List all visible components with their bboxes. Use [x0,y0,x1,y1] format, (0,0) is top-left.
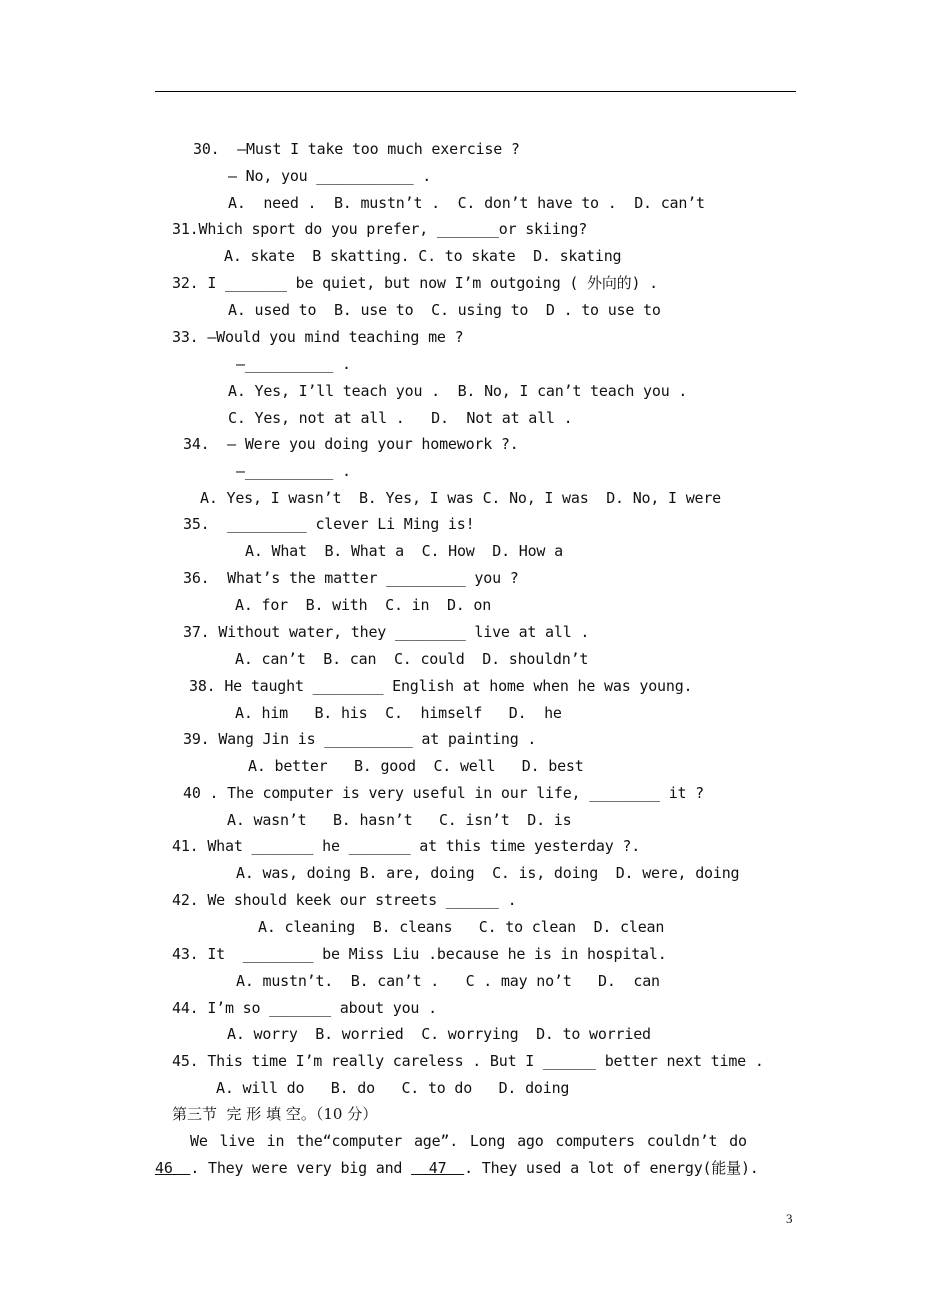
question-line: A. mustn’t. B. can’t . C . may no’t D. can [236,972,660,990]
question-line: A. better B. good C. well D. best [248,757,584,775]
passage-text: . They were very big and [190,1159,412,1177]
passage-line-1: We live in the“computer age”. Long ago computers couldn’t do [190,1132,747,1150]
question-line: —__________ . [236,355,351,373]
question-line: 35. _________ clever Li Ming is! [183,515,475,533]
question-line: A. him B. his C. himself D. he [235,704,562,722]
question-line: A. Yes, I wasn’t B. Yes, I was C. No, I was D. No, I were [200,489,722,507]
header-rule [155,91,796,92]
question-line: A. Yes, I’ll teach you . B. No, I can’t teach you . [228,382,688,400]
question-line: 42. We should keek our streets ______ . [172,891,517,909]
question-line: 33. —Would you mind teaching me ? [172,328,464,346]
question-line: 31.Which sport do you prefer, _______or skiing? [172,220,588,238]
question-line: A. worry B. worried C. worrying D. to worried [227,1025,651,1043]
question-line: A. was, doing B. are, doing C. is, doing D. were, doing [236,864,740,882]
question-line: A. wasn’t B. hasn’t C. isn’t D. is [227,811,572,829]
question-line: — No, you ___________ . [228,167,432,185]
question-line: A. cleaning B. cleans C. to clean D. clean [258,918,665,936]
question-line: A. need . B. mustn’t . C. don’t have to . D. can’t [228,194,705,212]
question-line: 32. I _______ be quiet, but now I’m outgoing ( 外向的) . [172,274,658,292]
question-line: C. Yes, not at all . D. Not at all . [228,409,573,427]
question-line: 41. What _______ he _______ at this time yesterday ?. [172,837,641,855]
blank-46: 46 [155,1159,191,1177]
blank-47: 47 [411,1159,465,1177]
question-line: 38. He taught ________ English at home when he was young. [189,677,693,695]
question-line: 34. — Were you doing your homework ?. [183,435,519,453]
question-line: A. What B. What a C. How D. How a [245,542,563,560]
question-line: 37. Without water, they ________ live at all . [183,623,590,641]
question-line: A. skate B skatting. C. to skate D. skating [224,247,622,265]
question-line: A. will do B. do C. to do D. doing [216,1079,570,1097]
question-line: 43. It ________ be Miss Liu .because he is in hospital. [172,945,667,963]
passage-line-2 [155,1158,759,1178]
question-line: 40 . The computer is very useful in our life, ________ it ? [183,784,705,802]
question-line: 39. Wang Jin is __________ at painting . [183,730,537,748]
passage-text-end: . They used a lot of energy(能量). [464,1159,759,1177]
page-number: 3 [786,1211,793,1226]
section-title: 第三节 完 形 填 空。（10 分） [172,1105,378,1123]
question-line: A. for B. with C. in D. on [235,596,492,614]
question-line: A. used to B. use to C. using to D . to use to [228,301,661,319]
question-line: 36. What’s the matter _________ you ? [183,569,519,587]
question-line: A. can’t B. can C. could D. shouldn’t [235,650,589,668]
question-line: 44. I’m so _______ about you . [172,999,437,1017]
question-line: 30. —Must I take too much exercise ? [193,140,520,158]
question-line: 45. This time I’m really careless . But I ______ better next time . [172,1052,764,1070]
question-line: —__________ . [236,462,351,480]
